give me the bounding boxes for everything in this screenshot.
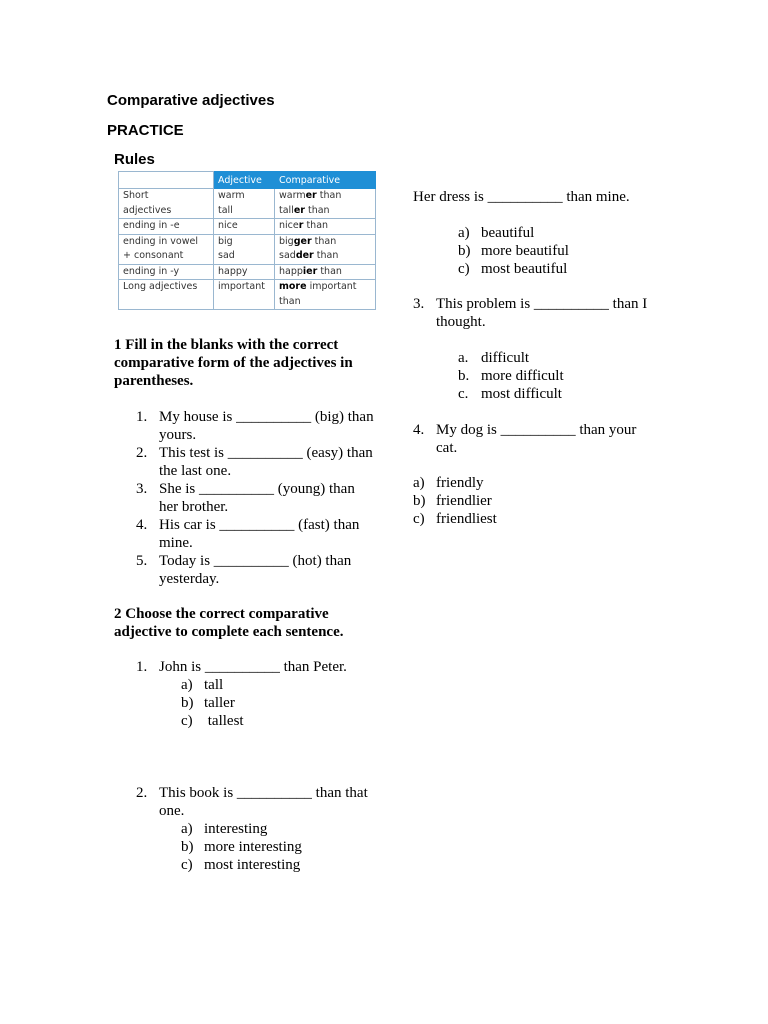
comparative-cell: warmer than taller than (275, 189, 376, 219)
option-item: c) most beautiful (458, 261, 568, 277)
section2-heading: 2 Choose the correct comparative adjective to complete each sentence. (114, 606, 344, 640)
table-row (119, 189, 376, 219)
list-item: 3. She is __________ (young) than her brother. (136, 481, 355, 515)
option-item: a) friendly (413, 475, 484, 491)
option-item: b) friendlier (413, 493, 492, 509)
table-header-cell: Adjective (214, 172, 275, 189)
table-row (119, 234, 376, 264)
option-item: a) beautiful (458, 225, 535, 241)
option-item: b) taller (181, 695, 235, 711)
dress-question: Her dress is __________ than mine. (413, 189, 630, 205)
document-title: Comparative adjectives (107, 92, 275, 109)
list-item: 5. Today is __________ (hot) than yesterday. (136, 553, 352, 587)
table-header-cell: Comparative (275, 172, 376, 189)
adjective-cell: big sad (214, 234, 275, 264)
adjective-cell: happy (214, 264, 275, 280)
section1-heading: 1 Fill in the blanks with the correct comparative form of the adjectives in parentheses. (114, 337, 353, 389)
dress-options (413, 224, 673, 278)
table-row (119, 264, 376, 280)
table-header-row (119, 172, 376, 189)
comparative-cell: bigger than sadder than (275, 234, 376, 264)
question-3-options (413, 349, 673, 403)
rule-cell: ending in -e (119, 219, 214, 235)
rules-table (118, 171, 376, 310)
list-item: 1. John is __________ than Peter. (136, 659, 347, 675)
option-item: b) more beautiful (458, 243, 569, 259)
list-item: 1. My house is __________ (big) than yours. (136, 409, 374, 443)
list-item: 4. His car is __________ (fast) than mine. (136, 517, 360, 551)
practice-heading: PRACTICE (107, 122, 184, 139)
option-item: c) tallest (181, 713, 244, 729)
list-item: 2. This book is __________ than that one. (136, 785, 368, 819)
table-header-cell (119, 172, 214, 189)
list-item: 2. This test is __________ (easy) than the last one. (136, 445, 373, 479)
rule-cell: ending in vowel + consonant (119, 234, 214, 264)
section2-question-1 (114, 658, 389, 730)
question-4 (413, 421, 673, 457)
list-item: 3. This problem is __________ than I thought. (413, 296, 648, 330)
question-3 (413, 295, 673, 331)
option-item: a) tall (181, 677, 224, 693)
option-item: b. more difficult (458, 368, 564, 384)
comparative-cell: happier than (275, 264, 376, 280)
option-item: a. difficult (458, 350, 530, 366)
table-row (119, 219, 376, 235)
table-row (119, 280, 376, 310)
rule-cell: ending in -y (119, 264, 214, 280)
option-item: c. most difficult (458, 386, 562, 402)
list-item: 4. My dog is __________ than your cat. (413, 422, 637, 456)
option-item: c) most interesting (181, 857, 301, 873)
section1-list (114, 408, 389, 588)
question-4-options (413, 474, 673, 528)
comparative-cell: more important than (275, 280, 376, 310)
adjective-cell: nice (214, 219, 275, 235)
rule-cell: Long adjectives (119, 280, 214, 310)
adjective-cell: warm tall (214, 189, 275, 219)
section2-question-2 (114, 784, 389, 874)
option-item: a) interesting (181, 821, 268, 837)
adjective-cell: important (214, 280, 275, 310)
comparative-cell: nicer than (275, 219, 376, 235)
rule-cell: Short adjectives (119, 189, 214, 219)
rules-heading: Rules (114, 151, 155, 168)
option-item: b) more interesting (181, 839, 302, 855)
option-item: c) friendliest (413, 511, 497, 527)
